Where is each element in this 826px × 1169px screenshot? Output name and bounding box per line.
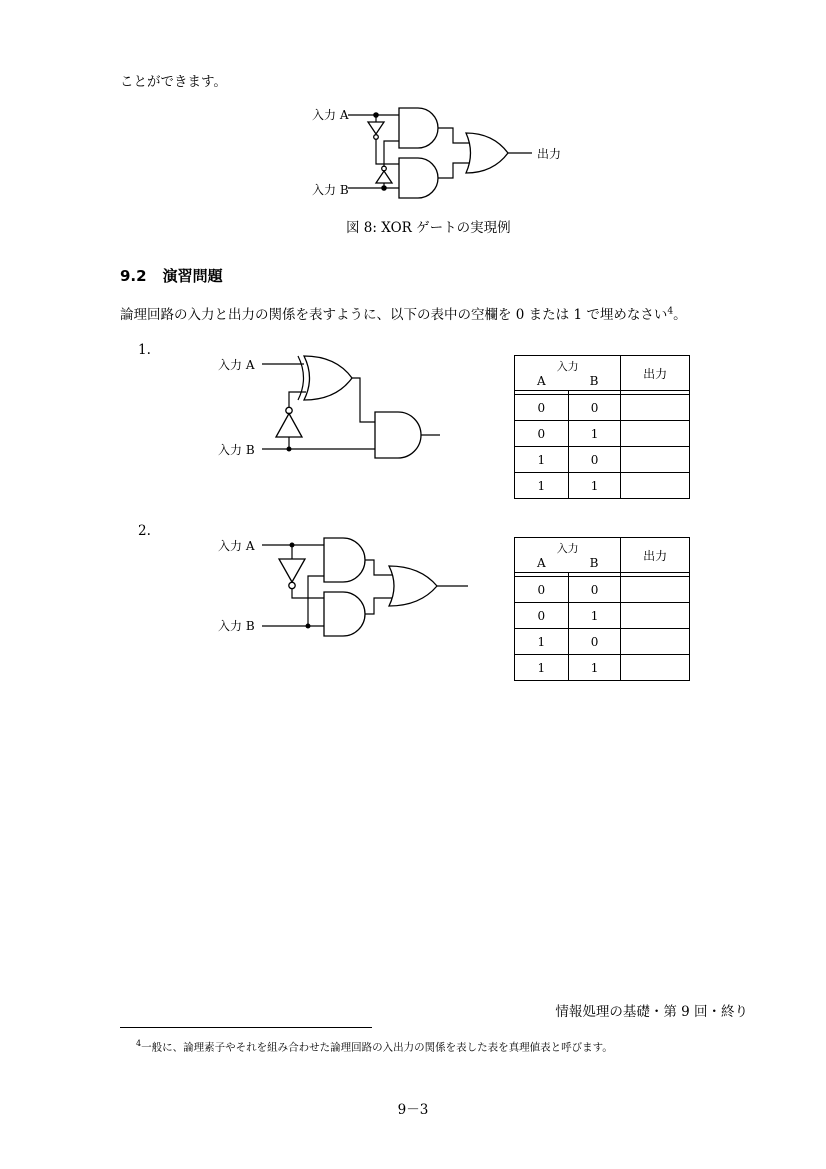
footnote-ref[interactable]: 4 bbox=[667, 306, 674, 317]
fig8-input-b-label: 入力 B bbox=[312, 183, 349, 197]
truth-table-output-cell[interactable] bbox=[621, 577, 690, 603]
truth-table-header-input: 入力 A B bbox=[515, 538, 621, 573]
problem-1-number: 1. bbox=[138, 342, 151, 358]
problem-1-truth-table: 入力 A B 出力 0 0 0 1 1 0 1 1 bbox=[514, 355, 690, 499]
problem-2-and-gate-bottom bbox=[324, 592, 365, 636]
footnote-mark: 4 bbox=[136, 1039, 142, 1048]
problem-2-input-a-label: 入力 A bbox=[218, 539, 255, 553]
problem-2-not-gate bbox=[279, 559, 305, 582]
problem-2-number: 2. bbox=[138, 523, 151, 539]
truth-table-output-cell[interactable] bbox=[621, 629, 690, 655]
problem-2-truth-table: 入力 A B 出力 0 0 0 1 1 0 1 1 bbox=[514, 537, 690, 681]
problem-2-not-bubble bbox=[289, 582, 295, 588]
problem-1-input-a-label: 入力 A bbox=[218, 358, 255, 372]
truth-table-header-output: 出力 bbox=[621, 356, 690, 391]
closing-text: 情報処理の基礎・第 9 回・終り bbox=[555, 1004, 748, 1020]
fig8-caption: 図 8: XOR ゲートの実現例 bbox=[346, 220, 511, 236]
section-title: 演習問題 bbox=[162, 267, 223, 285]
intro-text: ことができます。 bbox=[120, 74, 227, 90]
instruction-text: 論理回路の入力と出力の関係を表すように、以下の表中の空欄を 0 または 1 で埋めなさい$^4$。 bbox=[120, 306, 687, 323]
truth-table-output-cell[interactable] bbox=[621, 655, 690, 681]
footnote-text: 一般に、論理素子やそれを組み合わせた論理回路の入出力の関係を表した表を真理値表と呼びます。 bbox=[141, 1041, 613, 1054]
section-number: 9.2 bbox=[120, 267, 147, 285]
problem-2-input-b-label: 入力 B bbox=[218, 619, 255, 633]
page-number: 9－3 bbox=[397, 1102, 429, 1118]
problem-1-input-b-label: 入力 B bbox=[218, 443, 255, 457]
truth-table-header-input: 入力 A B bbox=[515, 356, 621, 391]
truth-table-header-output: 出力 bbox=[621, 538, 690, 573]
instruction-body: 論理回路の入力と出力の関係を表すように、以下の表中の空欄を 0 または 1 で埋めなさい bbox=[120, 307, 668, 323]
fig8-input-a-label: 入力 A bbox=[312, 108, 349, 122]
fig8-output-label: 出力 bbox=[537, 147, 562, 161]
footnote bbox=[136, 1039, 613, 1055]
problem-2-and-gate-top bbox=[324, 538, 365, 582]
problem-2-or-gate bbox=[389, 566, 437, 606]
truth-table-output-cell[interactable] bbox=[621, 603, 690, 629]
footnote-rule bbox=[120, 1027, 372, 1028]
